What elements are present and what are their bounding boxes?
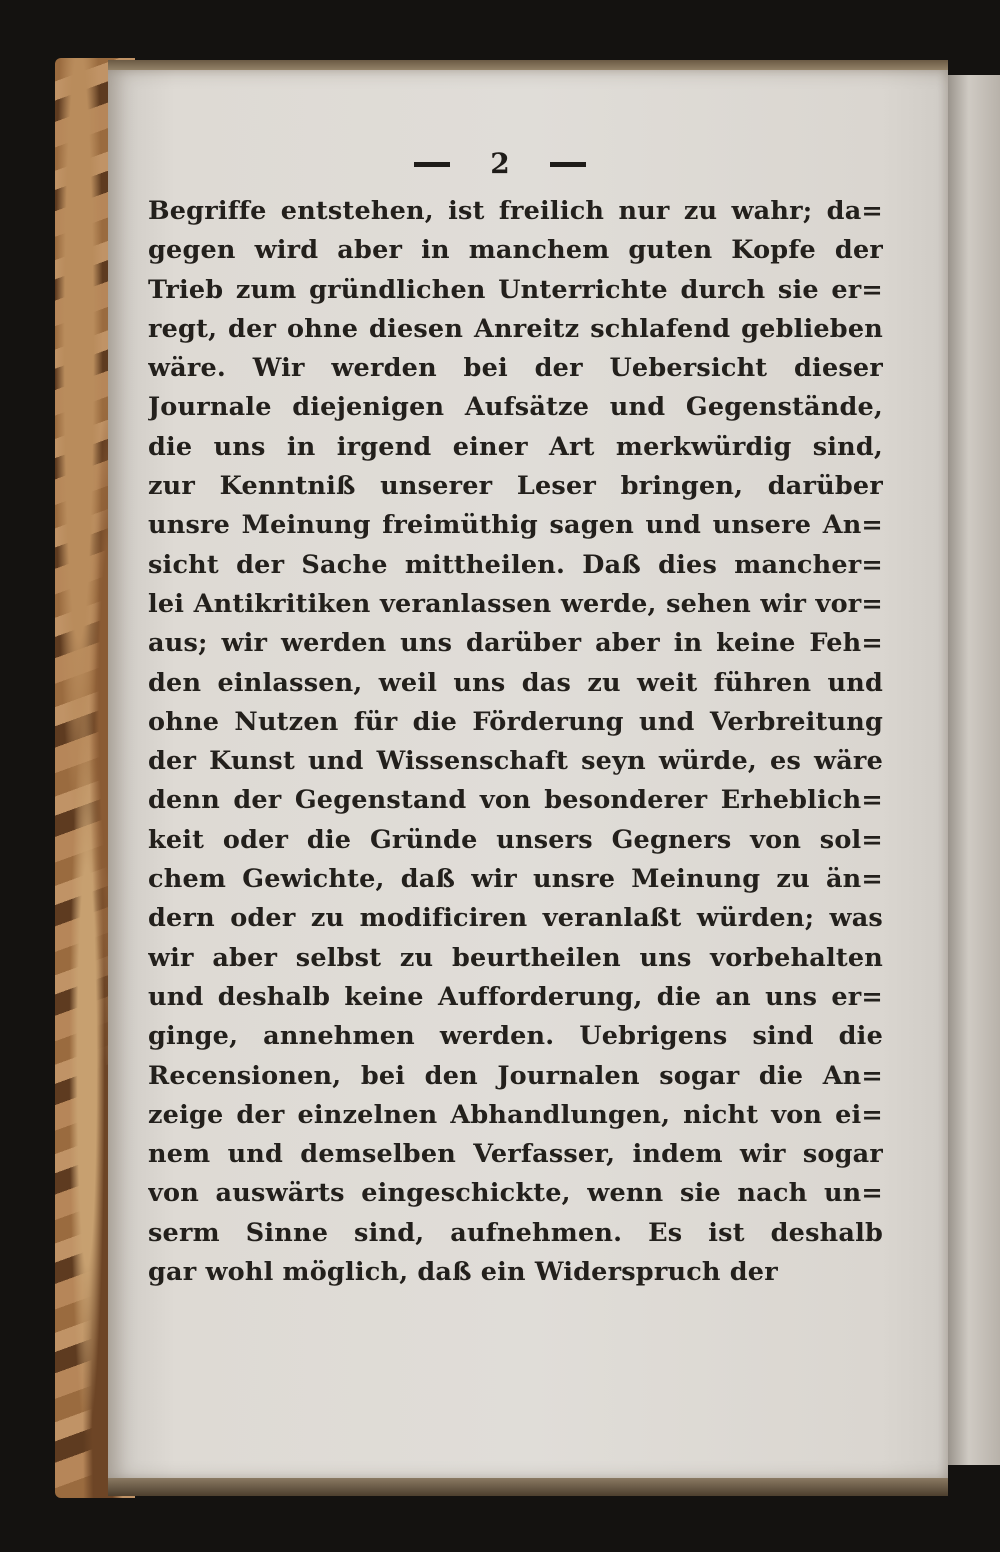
page-number: 2: [490, 147, 510, 180]
text-line: gegen wird aber in manchem guten Kopfe der: [148, 235, 883, 266]
text-line: zur Kenntniß unserer Leser bringen, darüber: [148, 471, 883, 502]
text-line: ohne Nutzen für die Förderung und Verbreitung: [148, 706, 883, 737]
text-line: serm Sinne sind, aufnehmen. Es ist deshalb: [148, 1217, 883, 1248]
text-line: Journale diejenigen Aufsätze und Gegenstände,: [148, 392, 883, 423]
text-line: Trieb zum gründlichen Unterrichte durch sie er=: [148, 274, 883, 305]
text-line: aus; wir werden uns darüber aber in keine Feh=: [148, 628, 883, 659]
body-text: [148, 192, 883, 1292]
text-line: den einlassen, weil uns das zu weit führen und: [148, 667, 883, 698]
text-line: denn der Gegenstand von besonderer Erheblich=: [148, 785, 883, 816]
next-page-edge: [948, 75, 1000, 1465]
text-line: gar wohl möglich, daß ein Widerspruch der: [148, 1257, 778, 1288]
text-line: sicht der Sache mittheilen. Daß dies mancher=: [148, 549, 883, 580]
text-line: unsre Meinung freimüthig sagen und unsere An=: [148, 510, 883, 541]
bottom-board-edge: [108, 1478, 948, 1496]
text-line: nem und demselben Verfasser, indem wir sogar: [148, 1139, 883, 1170]
text-line: lei Antikritiken veranlassen werde, sehen wir vor=: [148, 588, 883, 619]
text-line: chem Gewichte, daß wir unsre Meinung zu än=: [148, 864, 883, 895]
text-line: Begriffe entstehen, ist freilich nur zu wahr; da=: [148, 196, 883, 226]
text-line: wir aber selbst zu beurtheilen uns vorbehalten: [148, 942, 883, 973]
text-line: die uns in irgend einer Art merkwürdig sind,: [148, 431, 883, 462]
text-line: wäre. Wir werden bei der Uebersicht dieser: [148, 353, 883, 384]
text-line: ginge, annehmen werden. Uebrigens sind die: [148, 1021, 883, 1052]
text-line: von auswärts eingeschickte, wenn sie nach un=: [148, 1178, 883, 1209]
header-dash-left: [414, 162, 450, 167]
text-line: regt, der ohne diesen Anreitz schlafend geblieben: [148, 313, 883, 344]
text-line: der Kunst und Wissenschaft seyn würde, es wäre: [148, 746, 883, 777]
header-dash-right: [550, 162, 586, 167]
text-line: und deshalb keine Aufforderung, die an uns er=: [148, 981, 883, 1012]
text-line: zeige der einzelnen Abhandlungen, nicht von ei=: [148, 1099, 883, 1130]
page-header: [0, 147, 1000, 180]
text-line: dern oder zu modificiren veranlaßt würden; was: [148, 903, 883, 934]
text-line: keit oder die Gründe unsers Gegners von sol=: [148, 824, 883, 855]
text-line: Recensionen, bei den Journalen sogar die An=: [148, 1060, 883, 1091]
